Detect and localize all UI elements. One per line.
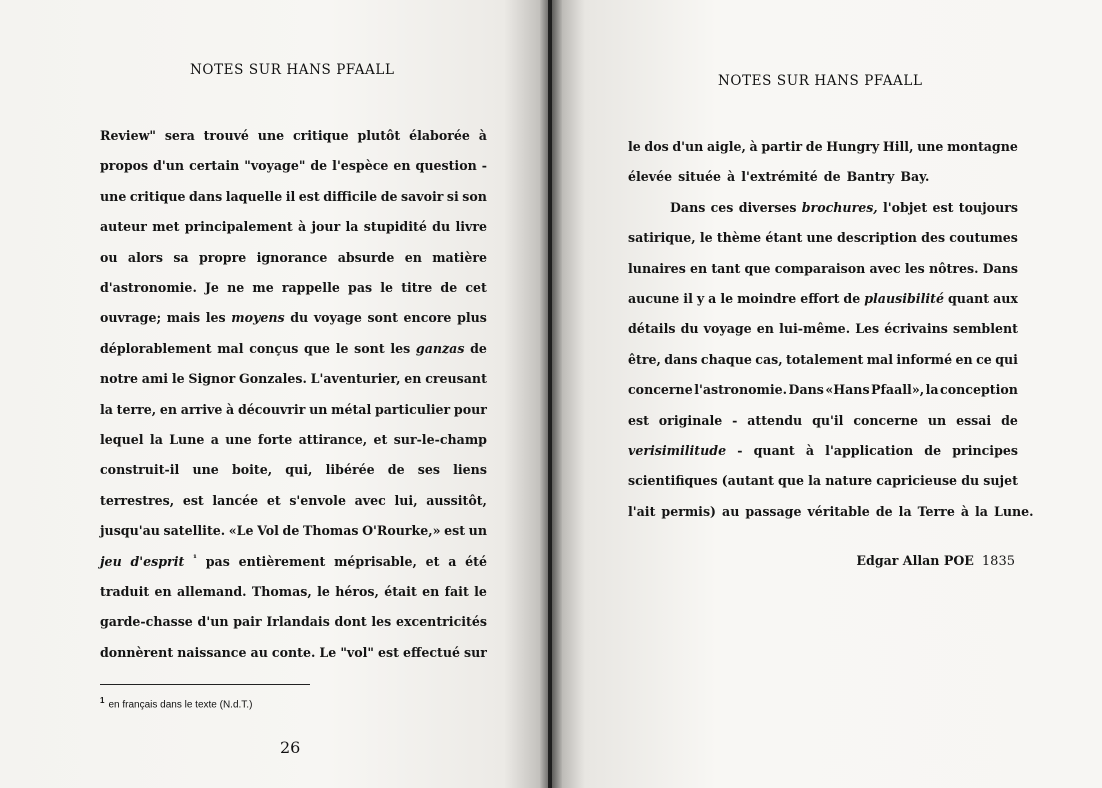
text-line: notre ami le Signor Gonzales. L'aventurier, en creusant: [100, 371, 487, 387]
text-line: construit-il une boite, qui, libérée de ses liens: [100, 462, 487, 478]
text-line: auteur met principalement à jour la stupidité du livre: [100, 219, 487, 235]
text-line: élevée située à l'extrémité de Bantry Bay.: [628, 169, 930, 185]
right-running-head: NOTES SUR HANS PFAALL: [718, 73, 923, 89]
text-line: scientifiques (autant que la nature capricieuse du sujet: [628, 473, 1018, 489]
text-line: propos d'un certain "voyage" de l'espèce en question -: [100, 158, 487, 174]
text-line: est originale - attendu qu'il concerne un essai de: [628, 412, 1018, 428]
text-line: traduit en allemand. Thomas, le héros, était en fait le: [100, 584, 487, 599]
text-line: satirique, le thème étant une description des coutumes: [628, 230, 1018, 246]
text-line: ouvrage; mais les moyens du voyage sont encore plus: [100, 310, 487, 326]
text-line: lequel la Lune a une forte attirance, et sur-le-champ: [100, 432, 487, 447]
text-line: concerne l'astronomie. Dans «Hans Pfaall», la conception: [628, 382, 1018, 398]
text-line: une critique dans laquelle il est difficile de savoir si son: [100, 188, 487, 204]
text-line: Dans ces diverses brochures, l'objet est toujours: [670, 199, 1018, 215]
text-line: garde-chasse d'un pair Irlandais dont les excentricités: [100, 614, 487, 630]
page-number: 26: [280, 738, 301, 757]
text-line: le dos d'un aigle, à partir de Hungry Hill, une montagne: [628, 139, 1018, 154]
footnote-text: en français dans le texte (N.d.T.): [108, 699, 253, 711]
text-line: donnèrent naissance au conte. Le "vol" est effectué sur: [100, 644, 487, 660]
footnote-rule: [100, 684, 310, 685]
text-line: déplorablement mal conçus que le sont les ganzas de: [100, 340, 487, 356]
text-line: verisimilitude - quant à l'application de principes: [628, 443, 1018, 458]
left-running-head: NOTES SUR HANS PFAALL: [190, 62, 395, 78]
signature-name: Edgar Allan POE: [856, 553, 974, 568]
text-line: jeu d'esprit ¹ pas entièrement méprisable, et a été: [100, 553, 487, 569]
text-line: terrestres, est lancée et s'envole avec lui, aussitôt,: [100, 492, 487, 508]
signature-year: 1835: [981, 554, 1015, 569]
text-line: l'ait permis) au passage véritable de la Terre à la Lune.: [628, 503, 1034, 519]
text-line: ou alors sa propre ignorance absurde en matière: [100, 249, 487, 265]
left-page: [0, 0, 548, 788]
signature: [856, 553, 1015, 569]
text-line: être, dans chaque cas, totalement mal informé en ce qui: [628, 351, 1018, 367]
text-line: jusqu'au satellite. «Le Vol de Thomas O'Rourke,» est un: [100, 523, 487, 539]
text-line: détails du voyage en lui-même. Les écrivains semblent: [628, 321, 1018, 337]
text-line: lunaires en tant que comparaison avec les nôtres. Dans: [628, 260, 1018, 276]
book-gutter: [540, 0, 562, 788]
text-line: la terre, en arrive à découvrir un métal particulier pour: [100, 401, 487, 417]
text-line: d'astronomie. Je ne me rappelle pas le titre de cet: [100, 280, 487, 295]
text-line: aucune il y a le moindre effort de plausibilité quant aux: [628, 291, 1018, 306]
footnote: [100, 696, 252, 710]
right-page: [552, 0, 1102, 788]
text-line: Review" sera trouvé une critique plutôt élaborée à: [100, 128, 487, 143]
footnote-marker: 1: [100, 696, 105, 705]
